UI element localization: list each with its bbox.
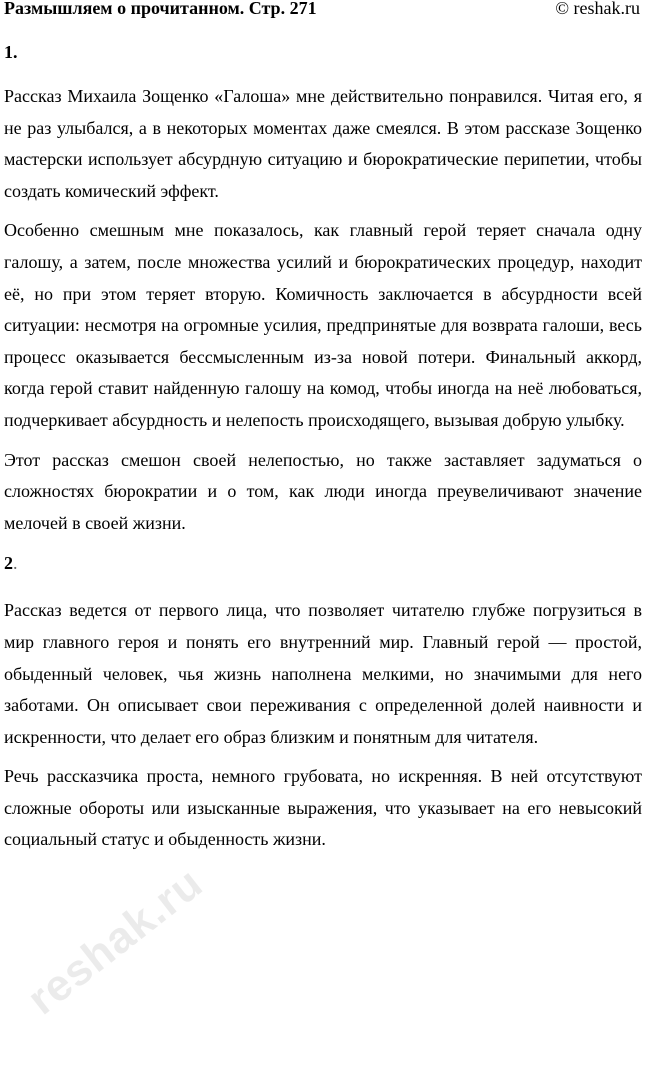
section-1 [4, 41, 642, 539]
watermark: reshak.ru [18, 858, 212, 1025]
section-number [4, 552, 642, 574]
section-number-digit: 2 [4, 553, 13, 574]
section-2 [4, 552, 642, 856]
page-title: Размышляем о прочитанном. Стр. 271 [4, 0, 317, 18]
page-header [4, 0, 642, 28]
paragraph: Рассказ ведется от первого лица, что позволяет читателю глубже погрузиться в мир главного героя и понять его внутренний мир. Главный герой — простой, обыденный человек, чья жизнь наполнена мелкими, но значимыми для него заботами. Он описывает свои переживания с определенной долей наивности и искренности, что делает его образ близким и понятным для читателя. [4, 600, 642, 747]
paragraph: Рассказ Михаила Зощенко «Галоша» мне действительно понравился. Читая его, я не раз улыбался, а в некоторых моментах даже смеялся. В этом рассказе Зощенко мастерски использует абсурдную ситуацию и бюрократические перипетии, чтобы создать комический эффект. [4, 86, 642, 201]
section-number-dot: . [13, 553, 18, 574]
paragraph: Этот рассказ смешон своей нелепостью, но также заставляет задуматься о сложностях бюрократии и о том, как люди иногда преувеличивают значение мелочей в своей жизни. [4, 449, 642, 533]
site-brand: © reshak.ru [555, 0, 640, 18]
paragraph: Особенно смешным мне показалось, как главный герой теряет сначала одну галошу, а затем, после множества усилий и бюрократических процедур, находит её, но при этом теряет вторую. Комичность заключается в абсурдности всей ситуации: несмотря на огромные усилия, предпринятые для возврата галоши, весь процесс оказывается бессмысленным из-за новой потери. Финальный аккорд, когда герой ставит найденную галошу на комод, чтобы иногда на неё любоваться, подчеркивает абсурдность и нелепость происходящего, вызывая добрую улыбку. [4, 220, 642, 430]
paragraph: Речь рассказчика проста, немного грубовата, но искренняя. В ней отсутствуют сложные обороты или изысканные выражения, что указывает на его невысокий социальный статус и обыденность жизни. [4, 766, 642, 850]
section-number: 1. [4, 42, 18, 62]
